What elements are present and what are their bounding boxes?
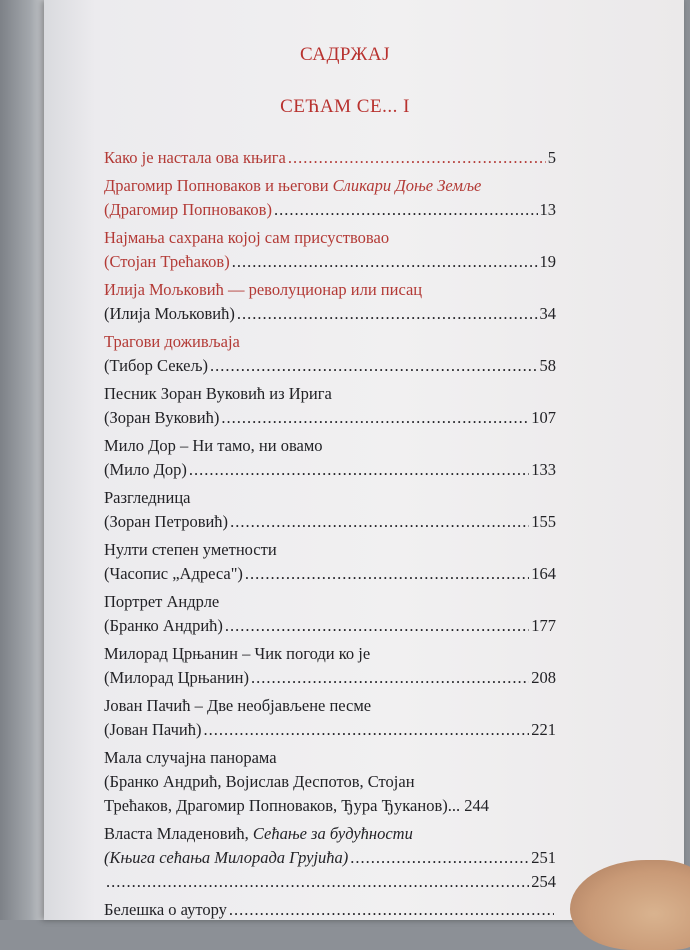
entry-title: Најмања сахрана којој сам присуствовао [104, 228, 390, 247]
leader-dots [245, 562, 529, 586]
entry-author: (Зоран Вуковић) [104, 408, 220, 427]
leader-dots [230, 510, 529, 534]
leader-dots [225, 614, 529, 638]
entry-author-line: (Бранко Андрић, Војислав Деспотов, Стојан [104, 772, 415, 791]
toc-entry [104, 746, 556, 818]
leader-dots: ... [447, 796, 461, 815]
entry-title: Разгледница [104, 488, 191, 507]
entry-title: Трагови доживљаја [104, 332, 240, 351]
entry-title: Песник Зоран Вуковић из Ирига [104, 384, 332, 403]
entry-author: (Илија Мољковић) [104, 304, 235, 323]
page-number: 107 [531, 408, 556, 427]
entry-title-italic: Сећање за будућности [252, 824, 413, 843]
entry-title: Нулти степен уметности [104, 540, 277, 559]
entry-title: Илија Мољковић — револуционар или писац [104, 280, 423, 299]
entry-author: (Милорад Црњанин) [104, 668, 249, 687]
entry-title: Мило Дор – Ни тамо, ни овамо [104, 436, 323, 455]
toc-entry [104, 434, 556, 482]
toc-entry [104, 538, 556, 586]
leader-dots [251, 666, 529, 690]
page-number: 13 [539, 200, 556, 219]
leader-dots [229, 898, 554, 922]
leader-dots [288, 146, 546, 170]
toc-entry [104, 330, 556, 378]
page-number: 164 [531, 564, 556, 583]
entry-title-italic: Сликари Доње Земље [332, 176, 482, 195]
entry-author: (Драгомир Попноваков) [104, 200, 272, 219]
page-number: 221 [531, 720, 556, 739]
page-number: 155 [531, 512, 556, 531]
contents-title: САДРЖАЈ [300, 44, 390, 65]
entry-author: (Зоран Петровић) [104, 512, 229, 531]
entry-author: (Тибор Секељ) [104, 356, 208, 375]
page-number: 5 [547, 148, 556, 167]
entry-title: Како је настала ова књига [104, 148, 286, 167]
toc-entry [104, 694, 556, 742]
leader-dots [189, 458, 529, 482]
entry-title: Јован Пачић – Две необјављене песме [104, 696, 372, 715]
page-number: 254 [531, 872, 556, 891]
leader-dots [210, 354, 538, 378]
toc-entry [104, 642, 556, 690]
part-title: СЕЋАМ СЕ... I [280, 96, 410, 117]
page-number: 58 [539, 356, 556, 375]
entry-author: Трећаков, Драгомир Попноваков, Ђура Ђуканов) [104, 796, 448, 815]
leader-dots [350, 846, 529, 870]
toc-entry [104, 146, 556, 170]
entry-author: (Бранко Андрић) [104, 616, 223, 635]
page-number: 177 [531, 616, 556, 635]
entry-author: (Књига сећања Милорада Грујића) [104, 848, 349, 867]
entry-title: Власта Младеновић, [104, 824, 249, 843]
toc-entry [104, 278, 556, 326]
page-number: 208 [531, 668, 556, 687]
page-number: 133 [531, 460, 556, 479]
book-spine [0, 0, 44, 920]
table-of-contents [104, 146, 556, 926]
leader-dots [106, 870, 529, 894]
leader-dots [237, 302, 538, 326]
entry-title: Мала случајна панорама [104, 748, 277, 767]
page-number: 19 [539, 252, 556, 271]
toc-entry [104, 226, 556, 274]
leader-dots [203, 718, 529, 742]
page-number: 251 [531, 848, 556, 867]
entry-author: (Мило Дор) [104, 460, 187, 479]
leader-dots [274, 198, 538, 222]
leader-dots [221, 406, 529, 430]
entry-title: Милорад Црњанин – Чик погоди ко је [104, 644, 371, 663]
toc-entry [104, 486, 556, 534]
entry-author: (Стојан Трећаков) [104, 252, 230, 271]
entry-title: Белешка о аутору [104, 900, 227, 919]
entry-title: Драгомир Попноваков и његови [104, 176, 329, 195]
toc-entry [104, 590, 556, 638]
entry-author: (Часопис „Адреса") [104, 564, 243, 583]
toc-entry [104, 898, 556, 922]
toc-entry [104, 382, 556, 430]
leader-dots [232, 250, 538, 274]
entry-author: (Јован Пачић) [104, 720, 202, 739]
entry-title: Портрет Андрле [104, 592, 220, 611]
toc-entry [104, 822, 556, 894]
page-number: 244 [464, 796, 489, 815]
toc-entry [104, 174, 556, 222]
page-number: 34 [539, 304, 556, 323]
